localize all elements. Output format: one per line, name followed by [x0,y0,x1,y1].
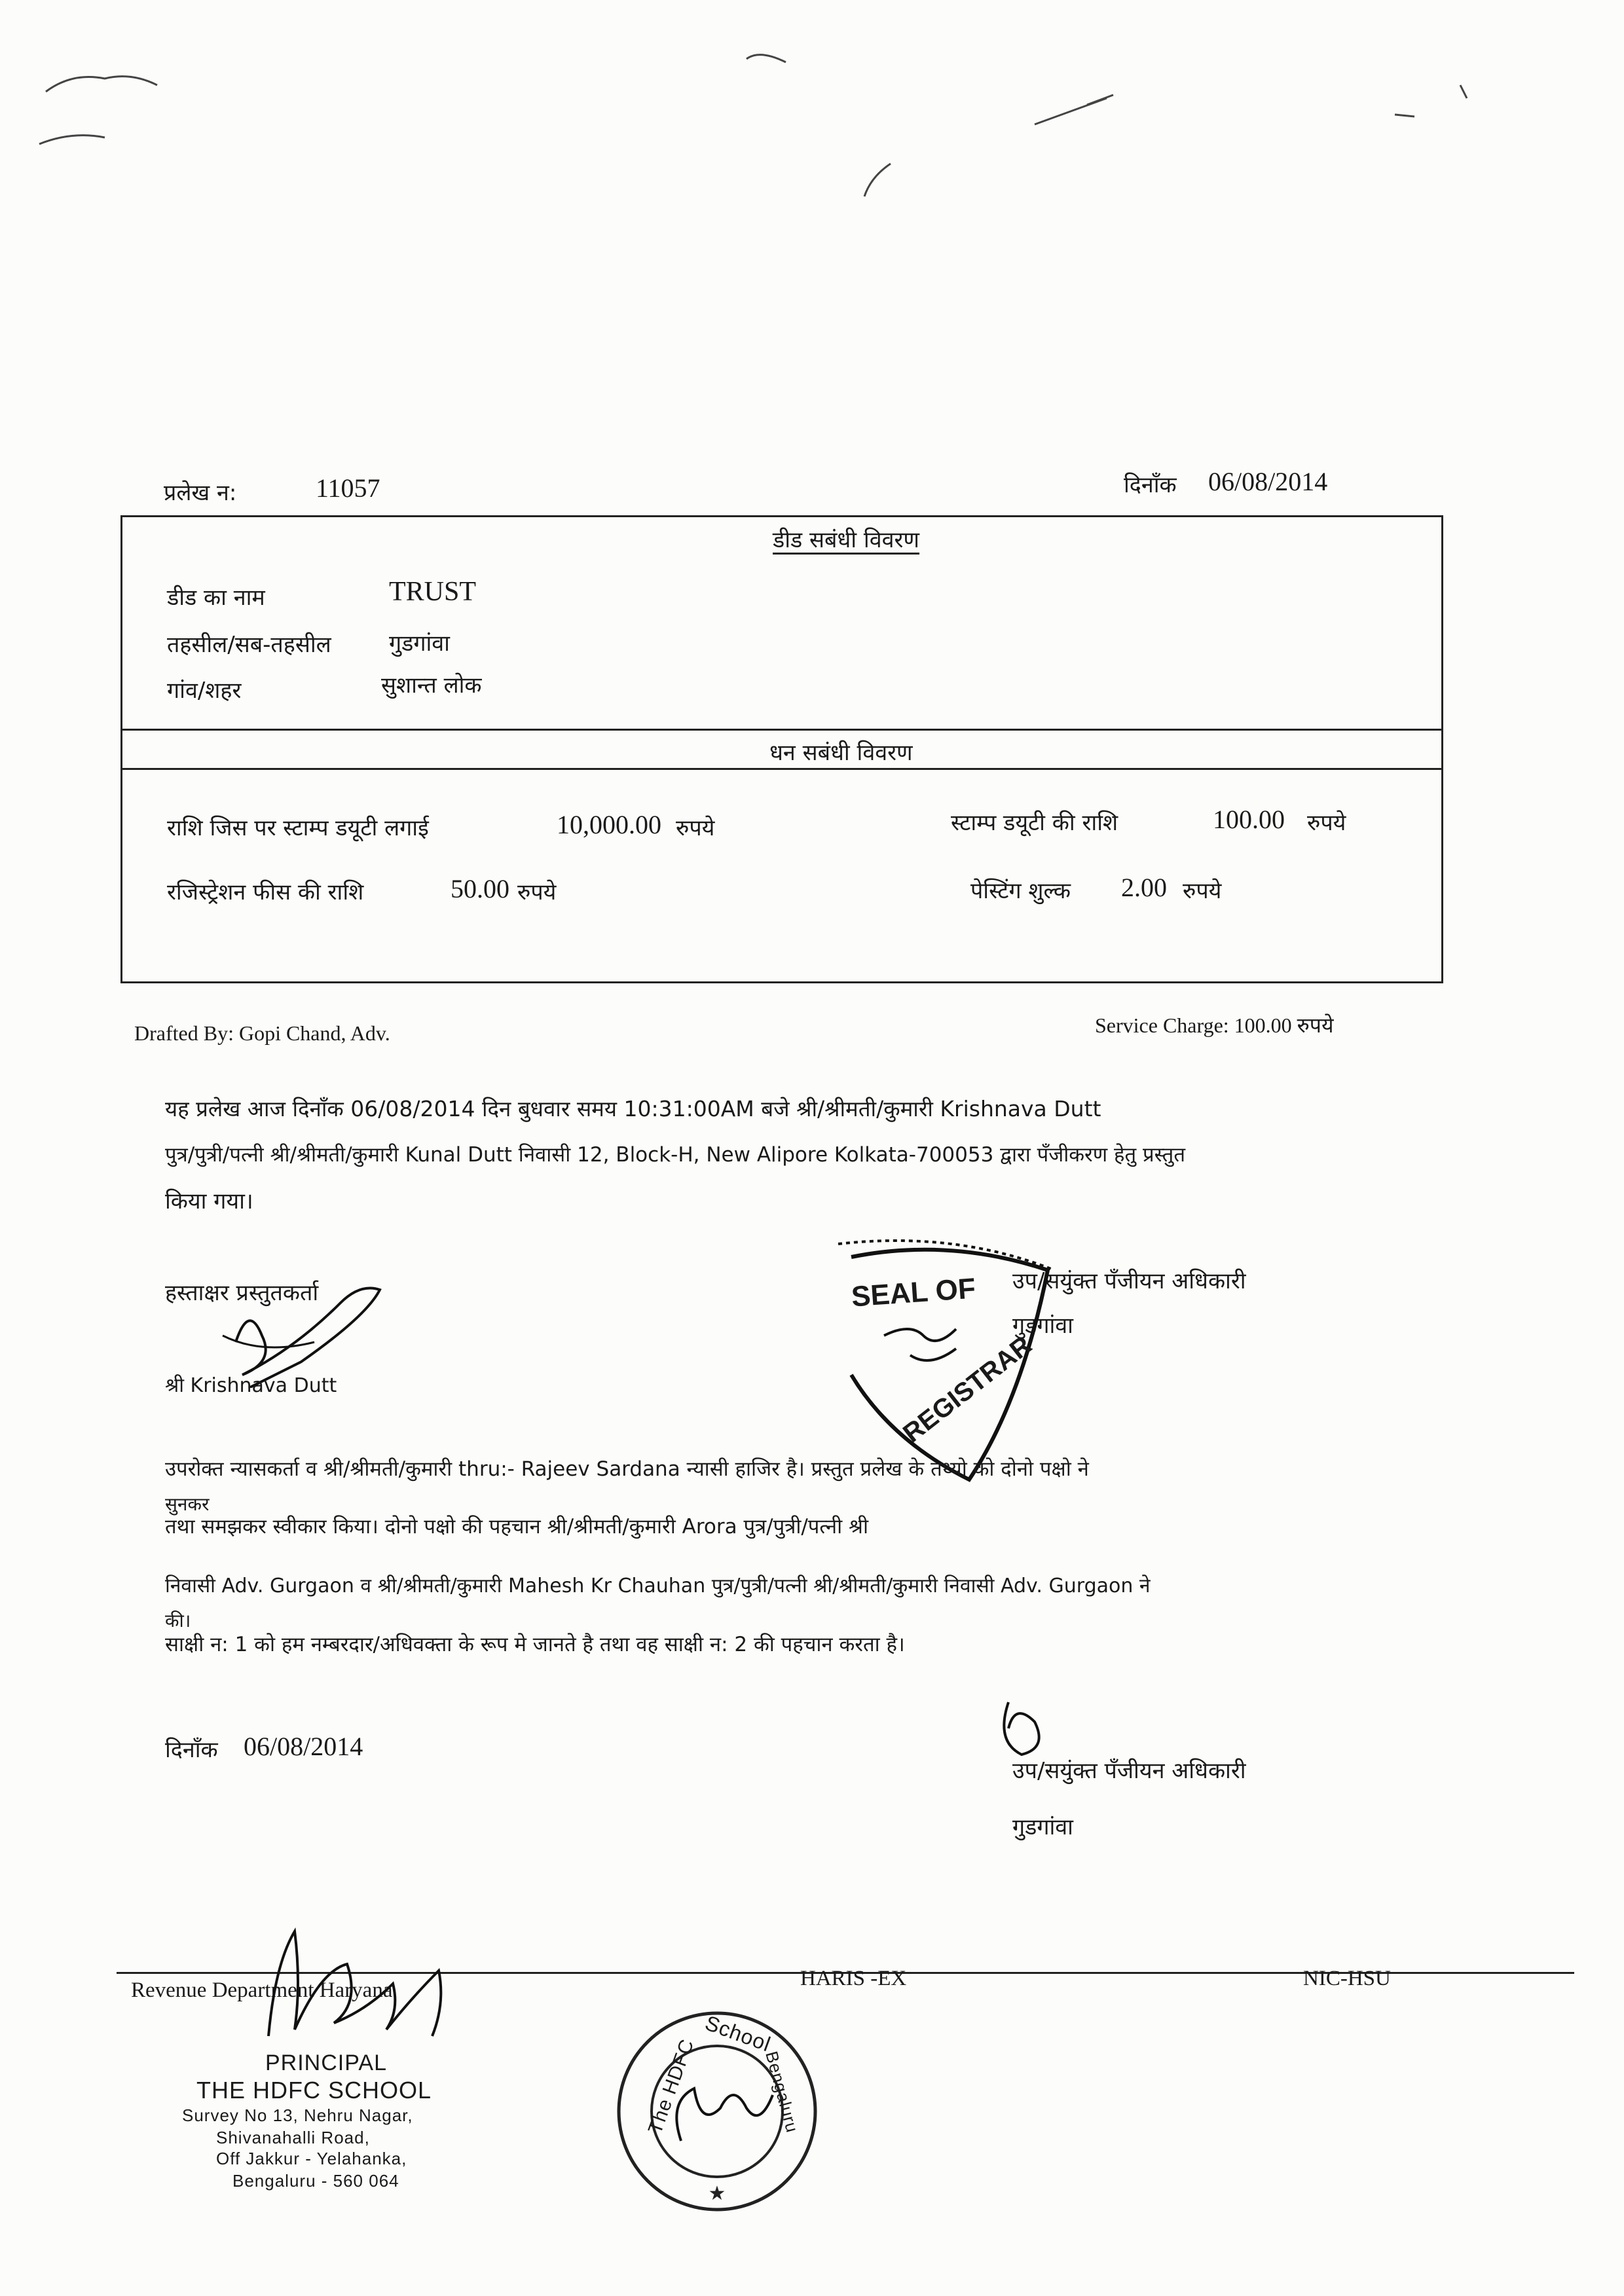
tehsil-label: तहसील/सब-तहसील [167,632,331,658]
statement-line-4: साक्षी न: 1 को हम नम्बरदार/अधिवक्ता के रूप मे जानते है तथा वह साक्षी न: 2 की पहचान करता है। [165,1633,905,1656]
principal-signature [249,1918,485,2043]
principal-address-3: Off Jakkur - Yelahanka, [216,2149,407,2168]
tehsil-value: गुडगांवा [389,630,450,657]
principal-school: THE HDFC SCHOOL [196,2077,432,2104]
stamp-duty-unit: रुपये [1307,810,1346,836]
scan-marks [0,0,1624,262]
seal-text-line2: REGISTRAR [898,1330,1037,1448]
principal-address-2: Shivanahalli Road, [216,2128,370,2147]
statement-line-1: उपरोक्त न्यासकर्ता व श्री/श्रीमती/कुमारी thru:- Rajeev Sardana न्यासी हाजिर है। प्रस्तुत प्रलेख के तथ्यो को दोनो पक्षो ने [165,1457,1089,1481]
footer-officer-title: उप/सयुंक्त पँजीयन अधिकारी [1012,1758,1246,1784]
money-section-title: धन सबंधी विवरण [769,740,913,766]
school-seal-text-left: The HDFC [644,2036,699,2137]
presentation-line-3: किया गया। [165,1188,253,1214]
village-label: गांव/शहर [167,678,242,704]
reg-fee-label: रजिस्ट्रेशन फीस की राशि [167,879,364,905]
footer-date-label: दिनाँक [165,1737,218,1763]
footer-center: HARIS -EX [800,1967,907,1990]
school-seal-text-right: Bengaluru [762,2049,803,2135]
school-seal-text-top: School [702,2011,775,2056]
reg-fee-unit: रुपये [517,879,557,905]
section-divider [120,768,1443,770]
reg-fee-value: 50.00 [451,874,509,903]
stamp-amount-unit: रुपये [676,815,715,841]
drafted-by: Drafted By: Gopi Chand, Adv. [134,1021,390,1045]
principal-address-1: Survey No 13, Nehru Nagar, [182,2105,413,2125]
footer-officer-place: गुडगांवा [1012,1814,1073,1840]
service-charge: Service Charge: 100.00 रुपये [1095,1013,1334,1037]
deed-section-title: डीड सबंधी विवरण [773,527,920,553]
doc-number-label: प्रलेख न: [164,480,237,506]
pasting-fee-unit: रुपये [1183,878,1222,904]
stamp-duty-value: 100.00 [1213,805,1285,834]
stamp-amount-value: 10,000.00 [557,810,661,839]
officer-place: गुडगांवा [1012,1313,1073,1339]
principal-address-4: Bengaluru - 560 064 [232,2171,399,2191]
footer-date: 06/08/2014 [244,1732,363,1761]
doc-number: 11057 [316,473,380,503]
officer-title: उप/सयुंक्त पँजीयन अधिकारी [1012,1268,1246,1294]
footer-left: Revenue Department Haryana [131,1978,393,2002]
pasting-fee-label: पेस्टिंग शुल्क [970,878,1071,904]
presenter-name: श्री Krishnava Dutt [165,1374,337,1397]
statement-line-2-prefix: सुनकर [165,1493,210,1515]
header-date-label: दिनाँक [1124,472,1177,498]
statement-line-2: तथा समझकर स्वीकार किया। दोनो पक्षो की पहचान श्री/श्रीमती/कुमारी Arora पुत्र/पुत्री/पत्नी श्री [165,1515,868,1539]
presentation-line-2: पुत्र/पुत्री/पत्नी श्री/श्रीमती/कुमारी Kunal Dutt निवासी 12, Block-H, New Alipore Kolkata-700053 द्वारा पँजीकरण हेतु प्रस्तुत [165,1143,1186,1167]
pasting-fee-value: 2.00 [1121,873,1167,902]
deed-name-label: डीड का नाम [167,585,265,611]
header-date: 06/08/2014 [1208,467,1328,496]
deed-name: TRUST [389,577,477,607]
stamp-amount-label: राशि जिस पर स्टाम्प डयूटी लगाई [167,815,429,841]
footer-right: NIC-HSU [1303,1967,1391,1990]
stamp-duty-label: स्टाम्प डयूटी की राशि [951,810,1118,836]
seal-text-line1: SEAL OF [850,1272,977,1313]
section-divider [120,729,1443,731]
principal-title: PRINCIPAL [265,2050,387,2075]
svg-text:★: ★ [708,2182,726,2205]
statement-line-4-prefix: की। [165,1610,191,1631]
presentation-line-1: यह प्रलेख आज दिनाँक 06/08/2014 दिन बुधवार समय 10:31:00AM बजे श्री/श्रीमती/कुमारी Krishnava Dutt [165,1096,1101,1121]
registrar-seal-stamp [812,1231,1094,1493]
statement-line-3: निवासी Adv. Gurgaon व श्री/श्रीमती/कुमारी Mahesh Kr Chauhan पुत्र/पुत्री/पत्नी श्री/श्रीमती/कुमारी निवासी Adv. Gurgaon ने [165,1575,1151,1597]
presenter-signature-label: हस्ताक्षर प्रस्तुतकर्ता [165,1280,319,1306]
village-value: सुशान्त लोक [381,672,482,699]
